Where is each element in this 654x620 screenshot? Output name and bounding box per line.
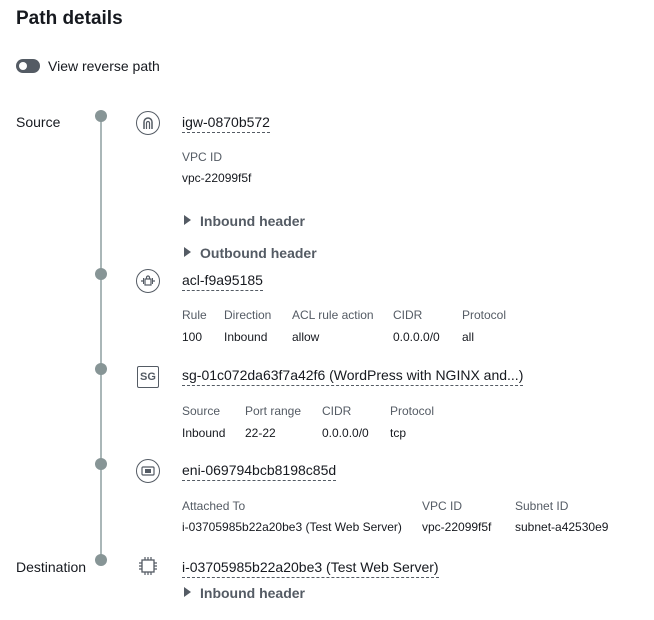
resource-link-eni[interactable]: eni-069794bcb8198c85d (182, 462, 336, 481)
outbound-header-label: Outbound header (200, 245, 317, 261)
reverse-path-toggle-label: View reverse path (48, 58, 160, 74)
destination-label: Destination (16, 559, 87, 575)
acl-col-protocol: Protocol (462, 308, 507, 322)
network-interface-icon (136, 459, 160, 483)
timeline-dot-sg (95, 363, 107, 375)
timeline-dot-acl (95, 268, 107, 280)
acl-val-protocol: all (462, 330, 475, 344)
resource-link-acl[interactable]: acl-f9a95185 (182, 272, 263, 291)
inbound-header-expander[interactable] (184, 213, 305, 229)
caret-right-icon (184, 215, 191, 225)
security-group-icon: SG (137, 366, 159, 388)
resource-link-sg[interactable]: sg-01c072da63f7a42f6 (WordPress with NGINX and...) (182, 367, 523, 386)
acl-col-cidr: CIDR (393, 308, 423, 322)
acl-val-rule-action: allow (292, 330, 320, 344)
acl-val-rule: 100 (182, 330, 203, 344)
resource-link-igw[interactable]: igw-0870b572 (182, 114, 270, 133)
eni-col-subnet-id: Subnet ID (515, 499, 569, 513)
sg-val-source: Inbound (182, 426, 226, 440)
internet-gateway-icon (136, 111, 160, 135)
vpc-id-value: vpc-22099f5f (182, 171, 252, 185)
acl-val-cidr: 0.0.0.0/0 (393, 330, 440, 344)
inbound-header-expander-destination[interactable] (184, 585, 305, 601)
sg-col-port-range: Port range (245, 404, 302, 418)
acl-col-rule: Rule (182, 308, 207, 322)
path-timeline-line (100, 116, 102, 564)
eni-val-attached-to: i-03705985b22a20be3 (Test Web Server) (182, 520, 402, 534)
resource-link-instance[interactable]: i-03705985b22a20be3 (Test Web Server) (182, 559, 439, 578)
toggle-knob (19, 62, 27, 70)
eni-val-vpc-id: vpc-22099f5f (422, 520, 492, 534)
caret-right-icon (184, 587, 191, 597)
network-acl-icon (136, 269, 160, 293)
source-label: Source (16, 114, 61, 130)
eni-val-subnet-id: subnet-a42530e9 (515, 520, 609, 534)
inbound-header-label: Inbound header (200, 213, 305, 229)
inbound-header-label: Inbound header (200, 585, 305, 601)
acl-val-direction: Inbound (224, 330, 268, 344)
vpc-id-label: VPC ID (182, 150, 223, 164)
timeline-dot-source (95, 110, 107, 122)
caret-right-icon (184, 247, 191, 257)
timeline-dot-eni (95, 458, 107, 470)
outbound-header-expander[interactable] (184, 245, 317, 261)
sg-col-source: Source (182, 404, 221, 418)
eni-col-vpc-id: VPC ID (422, 499, 463, 513)
sg-val-port-range: 22-22 (245, 426, 276, 440)
ec2-instance-icon (137, 555, 159, 577)
eni-col-attached-to: Attached To (182, 499, 246, 513)
timeline-dot-destination (95, 554, 107, 566)
sg-col-cidr: CIDR (322, 404, 352, 418)
sg-val-protocol: tcp (390, 426, 407, 440)
acl-col-rule-action: ACL rule action (292, 308, 374, 322)
page-title: Path details (16, 8, 123, 29)
sg-col-protocol: Protocol (390, 404, 435, 418)
acl-col-direction: Direction (224, 308, 272, 322)
reverse-path-toggle[interactable] (16, 59, 40, 73)
sg-val-cidr: 0.0.0.0/0 (322, 426, 369, 440)
